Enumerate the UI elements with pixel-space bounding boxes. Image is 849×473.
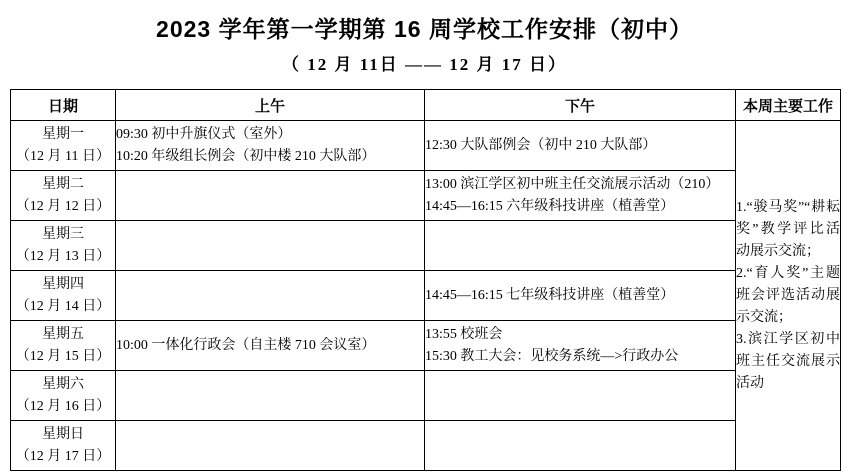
table-row [11,171,841,221]
day-label: 星期六 [42,376,84,392]
day-cell [11,221,116,271]
day-label: 星期二 [42,176,84,192]
date-range-subtitle: （ 12 月 11日 —— 12 月 17 日） [281,55,568,74]
date-label: （12 月 17 日） [15,448,111,464]
weekly-work-item: 3.滨江学区初中班主任交流展示活动 [736,331,840,391]
day-cell [11,421,116,471]
afternoon-cell [425,171,736,221]
day-label: 星期一 [42,126,84,142]
table-row [11,221,841,271]
schedule-table [10,89,841,471]
header-afternoon: 下午 [425,90,736,121]
afternoon-event: 14:45—16:15 七年级科技讲座（植善堂） [425,287,675,303]
afternoon-event: 13:55 校班会 [425,326,503,342]
morning-event: 10:20 年级组长例会（初中楼 210 大队部） [116,148,376,164]
weekly-work-item: 1.“骏马奖”“耕耘奖”教学评比活动展示交流； [736,199,840,259]
morning-event: 10:00 一体化行政会（自主楼 710 会议室） [116,337,376,353]
date-label: （12 月 14 日） [15,298,111,314]
afternoon-cell [425,321,736,371]
day-cell [11,321,116,371]
date-label: （12 月 15 日） [15,348,111,364]
day-cell [11,121,116,171]
date-label: （12 月 11 日） [16,148,110,164]
day-cell [11,371,116,421]
table-row [11,121,841,171]
table-row [11,271,841,321]
weekly-work-item: 2.“育人奖”主题班会评选活动展示交流； [736,265,840,325]
morning-cell [116,171,425,221]
day-label: 星期三 [42,226,84,242]
morning-cell [116,271,425,321]
table-row [11,421,841,471]
day-label: 星期日 [42,426,84,442]
morning-cell [116,421,425,471]
morning-event: 09:30 初中升旗仪式（室外） [116,126,292,142]
header-date: 日期 [11,90,116,121]
afternoon-cell [425,421,736,471]
morning-cell [116,121,425,171]
schedule-header [11,90,841,121]
afternoon-cell [425,221,736,271]
day-label: 星期五 [42,326,84,342]
morning-cell [116,321,425,371]
morning-cell [116,221,425,271]
table-row [11,371,841,421]
afternoon-event: 15:30 教工大会：见校务系统—>行政办公 [425,348,679,364]
date-label: （12 月 12 日） [15,198,111,214]
day-cell [11,271,116,321]
table-row [11,321,841,371]
afternoon-event: 14:45—16:15 六年级科技讲座（植善堂） [425,198,675,214]
page-title: 2023 学年第一学期第 16 周学校工作安排（初中） [156,16,693,42]
day-label: 星期四 [42,276,84,292]
day-cell [11,171,116,221]
afternoon-cell [425,271,736,321]
date-label: （12 月 16 日） [15,398,111,414]
afternoon-event: 12:30 大队部例会（初中 210 大队部） [425,137,657,153]
afternoon-cell [425,371,736,421]
header-weekly-work: 本周主要工作 [736,90,841,121]
date-label: （12 月 13 日） [15,248,111,264]
header-row [11,90,841,121]
afternoon-event: 13:00 滨江学区初中班主任交流展示活动（210） [425,176,720,192]
weekly-work-cell [736,121,841,471]
header-morning: 上午 [116,90,425,121]
morning-cell [116,371,425,421]
schedule-body [11,121,841,471]
afternoon-cell [425,121,736,171]
